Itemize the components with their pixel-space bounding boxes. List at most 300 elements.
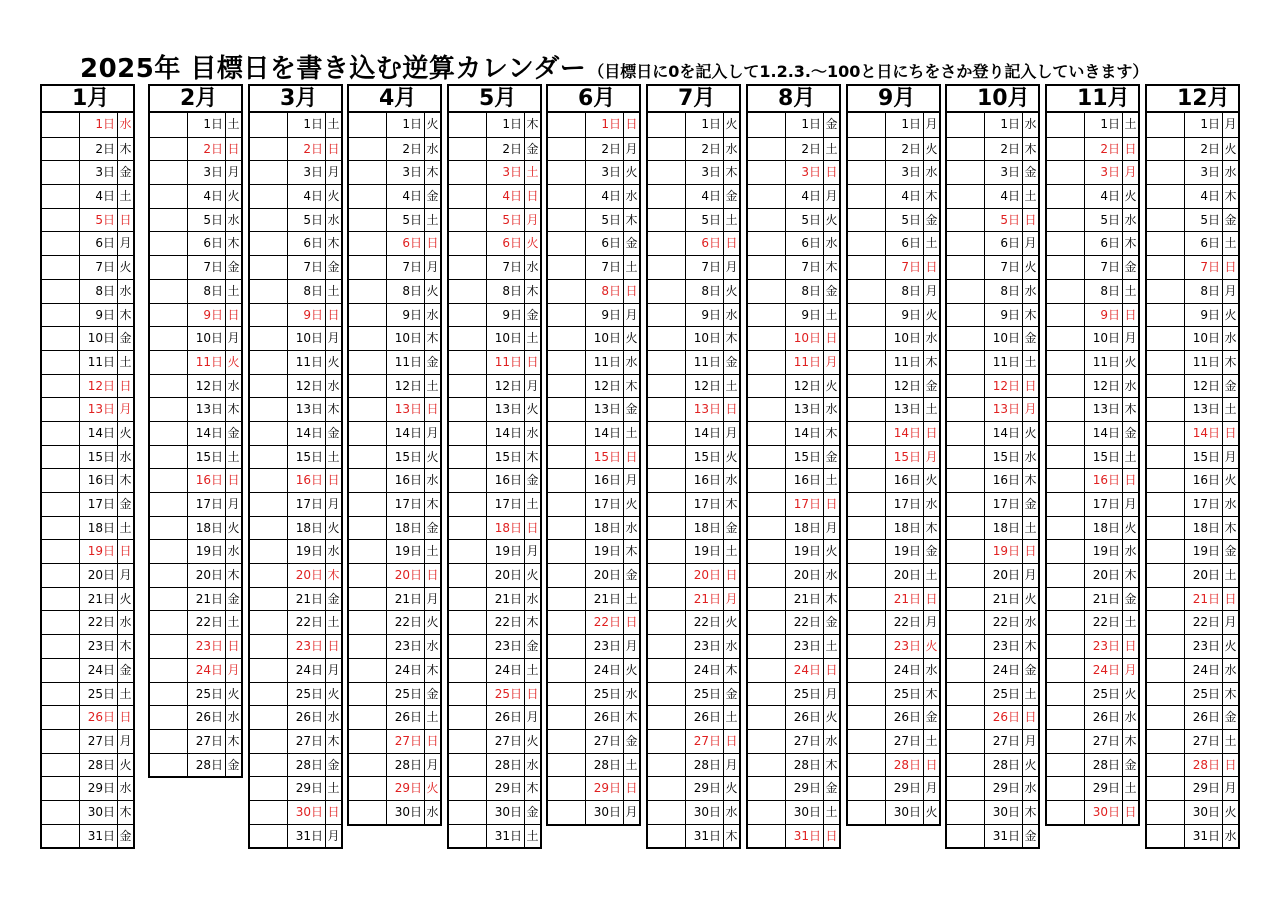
countdown-entry-cell[interactable] bbox=[748, 635, 786, 658]
countdown-entry-cell[interactable] bbox=[648, 588, 686, 611]
countdown-entry-cell[interactable] bbox=[648, 659, 686, 682]
countdown-entry-cell[interactable] bbox=[1147, 113, 1185, 137]
countdown-entry-cell[interactable] bbox=[1047, 588, 1085, 611]
countdown-entry-cell[interactable] bbox=[42, 398, 80, 421]
countdown-entry-cell[interactable] bbox=[42, 375, 80, 398]
countdown-entry-cell[interactable] bbox=[748, 540, 786, 563]
countdown-entry-cell[interactable] bbox=[449, 825, 487, 848]
countdown-entry-cell[interactable] bbox=[1047, 754, 1085, 777]
countdown-entry-cell[interactable] bbox=[648, 209, 686, 232]
countdown-entry-cell[interactable] bbox=[349, 777, 387, 800]
countdown-entry-cell[interactable] bbox=[947, 398, 985, 421]
countdown-entry-cell[interactable] bbox=[648, 777, 686, 800]
countdown-entry-cell[interactable] bbox=[947, 801, 985, 824]
countdown-entry-cell[interactable] bbox=[947, 730, 985, 753]
countdown-entry-cell[interactable] bbox=[42, 256, 80, 279]
countdown-entry-cell[interactable] bbox=[748, 280, 786, 303]
countdown-entry-cell[interactable] bbox=[349, 113, 387, 137]
countdown-entry-cell[interactable] bbox=[42, 161, 80, 184]
countdown-entry-cell[interactable] bbox=[449, 209, 487, 232]
countdown-entry-cell[interactable] bbox=[848, 754, 886, 777]
countdown-entry-cell[interactable] bbox=[42, 138, 80, 161]
countdown-entry-cell[interactable] bbox=[848, 351, 886, 374]
countdown-entry-cell[interactable] bbox=[1047, 683, 1085, 706]
countdown-entry-cell[interactable] bbox=[449, 280, 487, 303]
countdown-entry-cell[interactable] bbox=[150, 398, 188, 421]
countdown-entry-cell[interactable] bbox=[848, 280, 886, 303]
countdown-entry-cell[interactable] bbox=[748, 304, 786, 327]
countdown-entry-cell[interactable] bbox=[1147, 446, 1185, 469]
countdown-entry-cell[interactable] bbox=[1147, 517, 1185, 540]
countdown-entry-cell[interactable] bbox=[947, 304, 985, 327]
countdown-entry-cell[interactable] bbox=[548, 232, 586, 255]
countdown-entry-cell[interactable] bbox=[648, 754, 686, 777]
countdown-entry-cell[interactable] bbox=[648, 161, 686, 184]
countdown-entry-cell[interactable] bbox=[848, 209, 886, 232]
countdown-entry-cell[interactable] bbox=[947, 777, 985, 800]
countdown-entry-cell[interactable] bbox=[349, 493, 387, 516]
countdown-entry-cell[interactable] bbox=[947, 635, 985, 658]
countdown-entry-cell[interactable] bbox=[42, 683, 80, 706]
countdown-entry-cell[interactable] bbox=[947, 327, 985, 350]
countdown-entry-cell[interactable] bbox=[349, 138, 387, 161]
countdown-entry-cell[interactable] bbox=[648, 398, 686, 421]
countdown-entry-cell[interactable] bbox=[150, 683, 188, 706]
countdown-entry-cell[interactable] bbox=[848, 398, 886, 421]
countdown-entry-cell[interactable] bbox=[648, 635, 686, 658]
countdown-entry-cell[interactable] bbox=[848, 659, 886, 682]
countdown-entry-cell[interactable] bbox=[150, 469, 188, 492]
countdown-entry-cell[interactable] bbox=[1147, 754, 1185, 777]
countdown-entry-cell[interactable] bbox=[42, 327, 80, 350]
countdown-entry-cell[interactable] bbox=[1147, 493, 1185, 516]
countdown-entry-cell[interactable] bbox=[548, 113, 586, 137]
countdown-entry-cell[interactable] bbox=[42, 825, 80, 848]
countdown-entry-cell[interactable] bbox=[648, 540, 686, 563]
countdown-entry-cell[interactable] bbox=[250, 540, 288, 563]
countdown-entry-cell[interactable] bbox=[947, 375, 985, 398]
countdown-entry-cell[interactable] bbox=[947, 540, 985, 563]
countdown-entry-cell[interactable] bbox=[548, 446, 586, 469]
countdown-entry-cell[interactable] bbox=[648, 422, 686, 445]
countdown-entry-cell[interactable] bbox=[947, 161, 985, 184]
countdown-entry-cell[interactable] bbox=[1147, 422, 1185, 445]
countdown-entry-cell[interactable] bbox=[648, 469, 686, 492]
countdown-entry-cell[interactable] bbox=[1047, 138, 1085, 161]
countdown-entry-cell[interactable] bbox=[1047, 777, 1085, 800]
countdown-entry-cell[interactable] bbox=[1147, 706, 1185, 729]
countdown-entry-cell[interactable] bbox=[548, 351, 586, 374]
countdown-entry-cell[interactable] bbox=[349, 517, 387, 540]
countdown-entry-cell[interactable] bbox=[548, 635, 586, 658]
countdown-entry-cell[interactable] bbox=[1047, 375, 1085, 398]
countdown-entry-cell[interactable] bbox=[648, 730, 686, 753]
countdown-entry-cell[interactable] bbox=[1047, 185, 1085, 208]
countdown-entry-cell[interactable] bbox=[42, 754, 80, 777]
countdown-entry-cell[interactable] bbox=[250, 113, 288, 137]
countdown-entry-cell[interactable] bbox=[947, 754, 985, 777]
countdown-entry-cell[interactable] bbox=[947, 706, 985, 729]
countdown-entry-cell[interactable] bbox=[947, 588, 985, 611]
countdown-entry-cell[interactable] bbox=[449, 493, 487, 516]
countdown-entry-cell[interactable] bbox=[42, 777, 80, 800]
countdown-entry-cell[interactable] bbox=[1047, 659, 1085, 682]
countdown-entry-cell[interactable] bbox=[250, 351, 288, 374]
countdown-entry-cell[interactable] bbox=[449, 564, 487, 587]
countdown-entry-cell[interactable] bbox=[548, 517, 586, 540]
countdown-entry-cell[interactable] bbox=[848, 777, 886, 800]
countdown-entry-cell[interactable] bbox=[150, 185, 188, 208]
countdown-entry-cell[interactable] bbox=[42, 659, 80, 682]
countdown-entry-cell[interactable] bbox=[848, 256, 886, 279]
countdown-entry-cell[interactable] bbox=[42, 232, 80, 255]
countdown-entry-cell[interactable] bbox=[42, 801, 80, 824]
countdown-entry-cell[interactable] bbox=[1047, 635, 1085, 658]
countdown-entry-cell[interactable] bbox=[848, 706, 886, 729]
countdown-entry-cell[interactable] bbox=[349, 232, 387, 255]
countdown-entry-cell[interactable] bbox=[947, 422, 985, 445]
countdown-entry-cell[interactable] bbox=[1047, 256, 1085, 279]
countdown-entry-cell[interactable] bbox=[250, 469, 288, 492]
countdown-entry-cell[interactable] bbox=[349, 611, 387, 634]
countdown-entry-cell[interactable] bbox=[1147, 540, 1185, 563]
countdown-entry-cell[interactable] bbox=[848, 422, 886, 445]
countdown-entry-cell[interactable] bbox=[1147, 683, 1185, 706]
countdown-entry-cell[interactable] bbox=[150, 754, 188, 777]
countdown-entry-cell[interactable] bbox=[648, 706, 686, 729]
countdown-entry-cell[interactable] bbox=[150, 564, 188, 587]
countdown-entry-cell[interactable] bbox=[150, 422, 188, 445]
countdown-entry-cell[interactable] bbox=[42, 304, 80, 327]
countdown-entry-cell[interactable] bbox=[150, 611, 188, 634]
countdown-entry-cell[interactable] bbox=[250, 564, 288, 587]
countdown-entry-cell[interactable] bbox=[1147, 659, 1185, 682]
countdown-entry-cell[interactable] bbox=[42, 280, 80, 303]
countdown-entry-cell[interactable] bbox=[349, 588, 387, 611]
countdown-entry-cell[interactable] bbox=[349, 469, 387, 492]
countdown-entry-cell[interactable] bbox=[150, 588, 188, 611]
countdown-entry-cell[interactable] bbox=[449, 185, 487, 208]
countdown-entry-cell[interactable] bbox=[250, 209, 288, 232]
countdown-entry-cell[interactable] bbox=[150, 304, 188, 327]
countdown-entry-cell[interactable] bbox=[1047, 801, 1085, 824]
countdown-entry-cell[interactable] bbox=[1147, 611, 1185, 634]
countdown-entry-cell[interactable] bbox=[548, 730, 586, 753]
countdown-entry-cell[interactable] bbox=[548, 683, 586, 706]
countdown-entry-cell[interactable] bbox=[648, 683, 686, 706]
countdown-entry-cell[interactable] bbox=[449, 635, 487, 658]
countdown-entry-cell[interactable] bbox=[548, 327, 586, 350]
countdown-entry-cell[interactable] bbox=[748, 777, 786, 800]
countdown-entry-cell[interactable] bbox=[349, 256, 387, 279]
countdown-entry-cell[interactable] bbox=[848, 113, 886, 137]
countdown-entry-cell[interactable] bbox=[349, 706, 387, 729]
countdown-entry-cell[interactable] bbox=[648, 446, 686, 469]
countdown-entry-cell[interactable] bbox=[648, 801, 686, 824]
countdown-entry-cell[interactable] bbox=[748, 256, 786, 279]
countdown-entry-cell[interactable] bbox=[150, 635, 188, 658]
countdown-entry-cell[interactable] bbox=[449, 161, 487, 184]
countdown-entry-cell[interactable] bbox=[1047, 540, 1085, 563]
countdown-entry-cell[interactable] bbox=[748, 327, 786, 350]
countdown-entry-cell[interactable] bbox=[548, 564, 586, 587]
countdown-entry-cell[interactable] bbox=[548, 540, 586, 563]
countdown-entry-cell[interactable] bbox=[250, 422, 288, 445]
countdown-entry-cell[interactable] bbox=[150, 446, 188, 469]
countdown-entry-cell[interactable] bbox=[848, 730, 886, 753]
countdown-entry-cell[interactable] bbox=[150, 517, 188, 540]
countdown-entry-cell[interactable] bbox=[42, 469, 80, 492]
countdown-entry-cell[interactable] bbox=[848, 161, 886, 184]
countdown-entry-cell[interactable] bbox=[449, 138, 487, 161]
countdown-entry-cell[interactable] bbox=[947, 138, 985, 161]
countdown-entry-cell[interactable] bbox=[250, 611, 288, 634]
countdown-entry-cell[interactable] bbox=[1147, 564, 1185, 587]
countdown-entry-cell[interactable] bbox=[748, 446, 786, 469]
countdown-entry-cell[interactable] bbox=[1147, 398, 1185, 421]
countdown-entry-cell[interactable] bbox=[748, 564, 786, 587]
countdown-entry-cell[interactable] bbox=[1147, 256, 1185, 279]
countdown-entry-cell[interactable] bbox=[42, 113, 80, 137]
countdown-entry-cell[interactable] bbox=[947, 185, 985, 208]
countdown-entry-cell[interactable] bbox=[449, 611, 487, 634]
countdown-entry-cell[interactable] bbox=[548, 659, 586, 682]
countdown-entry-cell[interactable] bbox=[449, 659, 487, 682]
countdown-entry-cell[interactable] bbox=[449, 113, 487, 137]
countdown-entry-cell[interactable] bbox=[648, 232, 686, 255]
countdown-entry-cell[interactable] bbox=[1147, 185, 1185, 208]
countdown-entry-cell[interactable] bbox=[848, 304, 886, 327]
countdown-entry-cell[interactable] bbox=[947, 611, 985, 634]
countdown-entry-cell[interactable] bbox=[548, 256, 586, 279]
countdown-entry-cell[interactable] bbox=[848, 375, 886, 398]
countdown-entry-cell[interactable] bbox=[848, 611, 886, 634]
countdown-entry-cell[interactable] bbox=[848, 683, 886, 706]
countdown-entry-cell[interactable] bbox=[449, 327, 487, 350]
countdown-entry-cell[interactable] bbox=[748, 493, 786, 516]
countdown-entry-cell[interactable] bbox=[349, 683, 387, 706]
countdown-entry-cell[interactable] bbox=[250, 304, 288, 327]
countdown-entry-cell[interactable] bbox=[449, 351, 487, 374]
countdown-entry-cell[interactable] bbox=[349, 327, 387, 350]
countdown-entry-cell[interactable] bbox=[848, 185, 886, 208]
countdown-entry-cell[interactable] bbox=[548, 185, 586, 208]
countdown-entry-cell[interactable] bbox=[1147, 280, 1185, 303]
countdown-entry-cell[interactable] bbox=[349, 304, 387, 327]
countdown-entry-cell[interactable] bbox=[548, 493, 586, 516]
countdown-entry-cell[interactable] bbox=[947, 113, 985, 137]
countdown-entry-cell[interactable] bbox=[848, 517, 886, 540]
countdown-entry-cell[interactable] bbox=[748, 706, 786, 729]
countdown-entry-cell[interactable] bbox=[250, 825, 288, 848]
countdown-entry-cell[interactable] bbox=[449, 375, 487, 398]
countdown-entry-cell[interactable] bbox=[449, 304, 487, 327]
countdown-entry-cell[interactable] bbox=[648, 327, 686, 350]
countdown-entry-cell[interactable] bbox=[42, 209, 80, 232]
countdown-entry-cell[interactable] bbox=[848, 588, 886, 611]
countdown-entry-cell[interactable] bbox=[42, 730, 80, 753]
countdown-entry-cell[interactable] bbox=[548, 138, 586, 161]
countdown-entry-cell[interactable] bbox=[648, 611, 686, 634]
countdown-entry-cell[interactable] bbox=[42, 706, 80, 729]
countdown-entry-cell[interactable] bbox=[947, 825, 985, 848]
countdown-entry-cell[interactable] bbox=[548, 398, 586, 421]
countdown-entry-cell[interactable] bbox=[1047, 469, 1085, 492]
countdown-entry-cell[interactable] bbox=[449, 422, 487, 445]
countdown-entry-cell[interactable] bbox=[548, 161, 586, 184]
countdown-entry-cell[interactable] bbox=[150, 161, 188, 184]
countdown-entry-cell[interactable] bbox=[748, 161, 786, 184]
countdown-entry-cell[interactable] bbox=[1147, 209, 1185, 232]
countdown-entry-cell[interactable] bbox=[1147, 351, 1185, 374]
countdown-entry-cell[interactable] bbox=[548, 611, 586, 634]
countdown-entry-cell[interactable] bbox=[250, 280, 288, 303]
countdown-entry-cell[interactable] bbox=[449, 517, 487, 540]
countdown-entry-cell[interactable] bbox=[150, 113, 188, 137]
countdown-entry-cell[interactable] bbox=[947, 351, 985, 374]
countdown-entry-cell[interactable] bbox=[349, 422, 387, 445]
countdown-entry-cell[interactable] bbox=[349, 398, 387, 421]
countdown-entry-cell[interactable] bbox=[449, 754, 487, 777]
countdown-entry-cell[interactable] bbox=[42, 185, 80, 208]
countdown-entry-cell[interactable] bbox=[748, 113, 786, 137]
countdown-entry-cell[interactable] bbox=[748, 138, 786, 161]
countdown-entry-cell[interactable] bbox=[349, 209, 387, 232]
countdown-entry-cell[interactable] bbox=[42, 422, 80, 445]
countdown-entry-cell[interactable] bbox=[848, 446, 886, 469]
countdown-entry-cell[interactable] bbox=[648, 493, 686, 516]
countdown-entry-cell[interactable] bbox=[748, 588, 786, 611]
countdown-entry-cell[interactable] bbox=[548, 422, 586, 445]
countdown-entry-cell[interactable] bbox=[947, 564, 985, 587]
countdown-entry-cell[interactable] bbox=[947, 256, 985, 279]
countdown-entry-cell[interactable] bbox=[42, 635, 80, 658]
countdown-entry-cell[interactable] bbox=[1047, 351, 1085, 374]
countdown-entry-cell[interactable] bbox=[250, 754, 288, 777]
countdown-entry-cell[interactable] bbox=[349, 730, 387, 753]
countdown-entry-cell[interactable] bbox=[1047, 706, 1085, 729]
countdown-entry-cell[interactable] bbox=[150, 138, 188, 161]
countdown-entry-cell[interactable] bbox=[648, 256, 686, 279]
countdown-entry-cell[interactable] bbox=[449, 540, 487, 563]
countdown-entry-cell[interactable] bbox=[1047, 280, 1085, 303]
countdown-entry-cell[interactable] bbox=[250, 659, 288, 682]
countdown-entry-cell[interactable] bbox=[947, 493, 985, 516]
countdown-entry-cell[interactable] bbox=[648, 280, 686, 303]
countdown-entry-cell[interactable] bbox=[648, 185, 686, 208]
countdown-entry-cell[interactable] bbox=[250, 398, 288, 421]
countdown-entry-cell[interactable] bbox=[250, 635, 288, 658]
countdown-entry-cell[interactable] bbox=[1047, 564, 1085, 587]
countdown-entry-cell[interactable] bbox=[250, 683, 288, 706]
countdown-entry-cell[interactable] bbox=[349, 540, 387, 563]
countdown-entry-cell[interactable] bbox=[42, 351, 80, 374]
countdown-entry-cell[interactable] bbox=[42, 611, 80, 634]
countdown-entry-cell[interactable] bbox=[349, 375, 387, 398]
countdown-entry-cell[interactable] bbox=[1047, 113, 1085, 137]
countdown-entry-cell[interactable] bbox=[349, 280, 387, 303]
countdown-entry-cell[interactable] bbox=[150, 493, 188, 516]
countdown-entry-cell[interactable] bbox=[150, 375, 188, 398]
countdown-entry-cell[interactable] bbox=[449, 777, 487, 800]
countdown-entry-cell[interactable] bbox=[349, 185, 387, 208]
countdown-entry-cell[interactable] bbox=[947, 469, 985, 492]
countdown-entry-cell[interactable] bbox=[548, 588, 586, 611]
countdown-entry-cell[interactable] bbox=[748, 469, 786, 492]
countdown-entry-cell[interactable] bbox=[548, 777, 586, 800]
countdown-entry-cell[interactable] bbox=[1047, 398, 1085, 421]
countdown-entry-cell[interactable] bbox=[848, 232, 886, 255]
countdown-entry-cell[interactable] bbox=[548, 754, 586, 777]
countdown-entry-cell[interactable] bbox=[848, 564, 886, 587]
countdown-entry-cell[interactable] bbox=[848, 469, 886, 492]
countdown-entry-cell[interactable] bbox=[1047, 517, 1085, 540]
countdown-entry-cell[interactable] bbox=[648, 113, 686, 137]
countdown-entry-cell[interactable] bbox=[250, 588, 288, 611]
countdown-entry-cell[interactable] bbox=[1147, 375, 1185, 398]
countdown-entry-cell[interactable] bbox=[150, 730, 188, 753]
countdown-entry-cell[interactable] bbox=[349, 659, 387, 682]
countdown-entry-cell[interactable] bbox=[250, 138, 288, 161]
countdown-entry-cell[interactable] bbox=[42, 517, 80, 540]
countdown-entry-cell[interactable] bbox=[250, 801, 288, 824]
countdown-entry-cell[interactable] bbox=[848, 801, 886, 824]
countdown-entry-cell[interactable] bbox=[548, 706, 586, 729]
countdown-entry-cell[interactable] bbox=[848, 327, 886, 350]
countdown-entry-cell[interactable] bbox=[1047, 161, 1085, 184]
countdown-entry-cell[interactable] bbox=[150, 327, 188, 350]
countdown-entry-cell[interactable] bbox=[449, 469, 487, 492]
countdown-entry-cell[interactable] bbox=[748, 185, 786, 208]
countdown-entry-cell[interactable] bbox=[848, 540, 886, 563]
countdown-entry-cell[interactable] bbox=[449, 730, 487, 753]
countdown-entry-cell[interactable] bbox=[648, 351, 686, 374]
countdown-entry-cell[interactable] bbox=[748, 517, 786, 540]
countdown-entry-cell[interactable] bbox=[349, 801, 387, 824]
countdown-entry-cell[interactable] bbox=[1047, 611, 1085, 634]
countdown-entry-cell[interactable] bbox=[947, 659, 985, 682]
countdown-entry-cell[interactable] bbox=[250, 706, 288, 729]
countdown-entry-cell[interactable] bbox=[1047, 232, 1085, 255]
countdown-entry-cell[interactable] bbox=[748, 659, 786, 682]
countdown-entry-cell[interactable] bbox=[748, 683, 786, 706]
countdown-entry-cell[interactable] bbox=[1147, 469, 1185, 492]
countdown-entry-cell[interactable] bbox=[748, 375, 786, 398]
countdown-entry-cell[interactable] bbox=[548, 280, 586, 303]
countdown-entry-cell[interactable] bbox=[947, 209, 985, 232]
countdown-entry-cell[interactable] bbox=[548, 209, 586, 232]
countdown-entry-cell[interactable] bbox=[748, 422, 786, 445]
countdown-entry-cell[interactable] bbox=[150, 209, 188, 232]
countdown-entry-cell[interactable] bbox=[150, 351, 188, 374]
countdown-entry-cell[interactable] bbox=[947, 446, 985, 469]
countdown-entry-cell[interactable] bbox=[349, 161, 387, 184]
countdown-entry-cell[interactable] bbox=[1047, 304, 1085, 327]
countdown-entry-cell[interactable] bbox=[648, 375, 686, 398]
countdown-entry-cell[interactable] bbox=[1147, 138, 1185, 161]
countdown-entry-cell[interactable] bbox=[1147, 730, 1185, 753]
countdown-entry-cell[interactable] bbox=[748, 825, 786, 848]
countdown-entry-cell[interactable] bbox=[449, 801, 487, 824]
countdown-entry-cell[interactable] bbox=[250, 161, 288, 184]
countdown-entry-cell[interactable] bbox=[42, 588, 80, 611]
countdown-entry-cell[interactable] bbox=[748, 754, 786, 777]
countdown-entry-cell[interactable] bbox=[748, 398, 786, 421]
countdown-entry-cell[interactable] bbox=[150, 256, 188, 279]
countdown-entry-cell[interactable] bbox=[1047, 327, 1085, 350]
countdown-entry-cell[interactable] bbox=[947, 232, 985, 255]
countdown-entry-cell[interactable] bbox=[250, 232, 288, 255]
